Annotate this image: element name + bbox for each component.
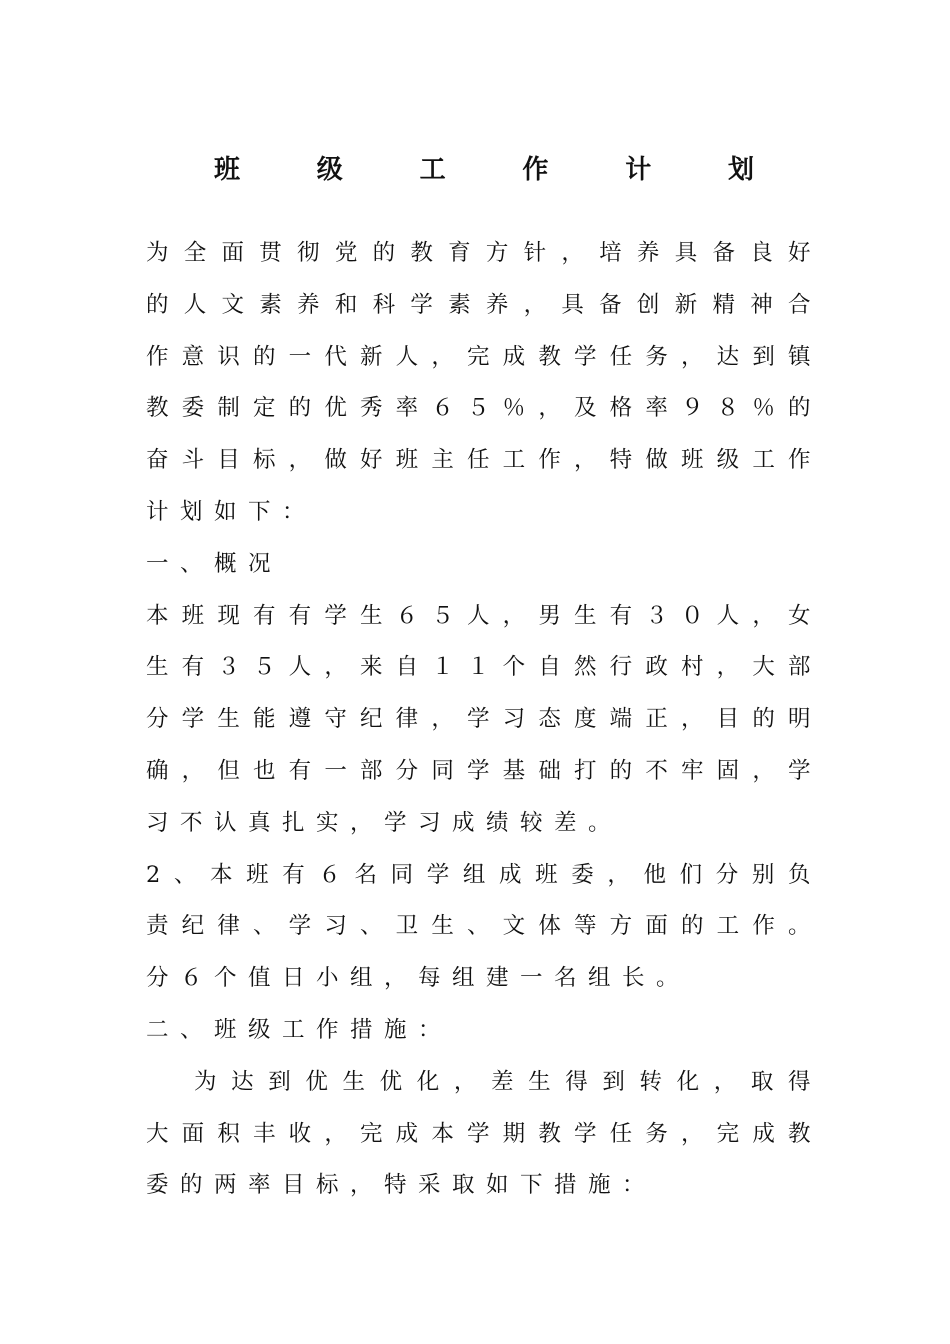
body-line: 分６个值日小组，每组建一名组长。: [146, 965, 691, 992]
body-line: 计划如下：: [146, 498, 317, 525]
body-line: 作意识的一代新人，完成教学任务，达到镇: [146, 343, 822, 370]
body-line: 习不认真扎实，学习成绩较差。: [146, 809, 623, 836]
document-body: [146, 228, 822, 1212]
title-char: 工: [419, 155, 446, 185]
title-char: 级: [316, 155, 343, 185]
body-line: 为达到优生优化，差生得到转化，取得: [194, 1068, 822, 1095]
body-line: 责纪律、学习、卫生、文体等方面的工作。: [146, 913, 822, 940]
title-char: 作: [522, 155, 549, 185]
body-line: 为全面贯彻党的教育方针，培养具备良好: [146, 240, 822, 266]
section-heading: 一、概况: [146, 550, 283, 577]
title-char: 班: [214, 155, 241, 185]
body-line: 分学生能遵守纪律，学习态度端正，目的明: [146, 706, 822, 733]
body-line: 生有３５人，来自１１个自然行政村，大部: [146, 654, 822, 681]
document-title: [214, 150, 754, 190]
body-line: 教委制定的优秀率６５％，及格率９８％的: [146, 395, 822, 422]
body-line: 奋斗目标，做好班主任工作，特做班级工作: [146, 447, 822, 474]
body-line: 确，但也有一部分同学基础打的不牢固，学: [146, 757, 822, 784]
title-char: 计: [625, 155, 652, 185]
body-line: 的人文素养和科学素养，具备创新精神合: [146, 291, 822, 318]
title-char: 划: [727, 155, 754, 185]
body-line: 2、本班有６名同学组成班委，他们分别负: [146, 861, 822, 888]
body-line: 委的两率目标，特采取如下措施：: [146, 1172, 657, 1199]
body-line: 本班现有有学生６５人，男生有３０人，女: [146, 602, 822, 629]
section-heading: 二、班级工作措施：: [146, 1016, 453, 1043]
body-line: 大面积丰收，完成本学期教学任务，完成教: [146, 1120, 822, 1147]
